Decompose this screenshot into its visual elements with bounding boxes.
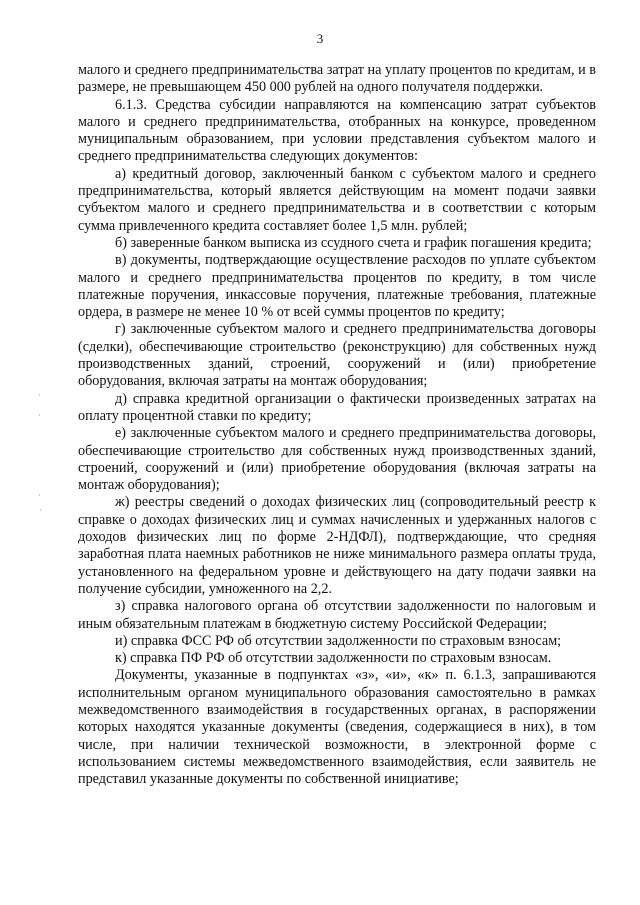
page-number: 3 bbox=[316, 31, 324, 46]
paragraph-continuation: малого и среднего предпринимательства затрат на уплату процентов по кредитам, и в размере, не превышающем 450 000 рублей на одного получателя поддержки. bbox=[78, 62, 596, 96]
paragraph-item-g: г) заключенные субъектом малого и среднего предпринимательства договоры (сделки), обеспечивающие строительство (реконструкцию) для собственных нужд производственных зданий, строений, сооружений и (или) приобретение оборудования, включая затраты на монтаж оборудования; bbox=[78, 321, 596, 390]
scan-speck: · bbox=[38, 490, 41, 500]
paragraph-documents: Документы, указанные в подпунктах «з», «и», «к» п. 6.1.3, запрашиваются исполнительным органом муниципального образования самостоятельно в рамках межведомственного взаимодействия в государственных органах, в распоряжении которых находятся указанные документы (сведения, содержащиеся в них), в том числе, при наличии технической возможности, в электронной форме с использованием системы межведомственного взаимодействия, если заявитель не представил указанные документы по собственной инициативе; bbox=[78, 667, 596, 788]
paragraph-item-z: з) справка налогового органа об отсутствии задолженности по налоговым и иным обязательным платежам в бюджетную систему Российской Федерации; bbox=[78, 598, 596, 632]
paragraph-6-1-3: 6.1.3. Средства субсидии направляются на компенсацию затрат субъектов малого и среднего предпринимательства, отобранных на конкурсе, проведенном муниципальным образованием, при условии представления субъектом малого и среднего предпринимательства следующих документов: bbox=[78, 96, 596, 165]
paragraph-item-i: и) справка ФСС РФ об отсутствии задолженности по страховым взносам; bbox=[115, 632, 562, 649]
scan-speck: · bbox=[38, 390, 41, 400]
paragraph-item-v: в) документы, подтверждающие осуществление расходов по уплате субъектом малого и среднего предпринимательства процентов по кредиту, в том числе платежные поручения, инкассовые поручения, платежные требования, платежные ордера, в размере не менее 10 % от всей суммы процентов по кредиту; bbox=[78, 252, 596, 321]
paragraph-item-a: а) кредитный договор, заключенный банком с субъектом малого и среднего предпринимательства, который является действующим на момент подачи заявки субъектом малого и среднего предпринимательства и в соответствии с которым сумма привлеченного кредита составляет более 1,5 млн. рублей; bbox=[78, 165, 596, 234]
paragraph-item-k: к) справка ПФ РФ об отсутствии задолженности по страховым взносам. bbox=[115, 650, 552, 667]
scan-speck: · bbox=[39, 505, 42, 515]
document-body bbox=[78, 62, 596, 788]
paragraph-item-b: б) заверенные банком выписка из ссудного счета и график погашения кредита; bbox=[115, 234, 592, 251]
scan-speck: · bbox=[38, 410, 41, 420]
paragraph-item-e: е) заключенные субъектом малого и среднего предпринимательства договоры, обеспечивающие строительство для собственных нужд производственных зданий, строений, сооружений и (или) приобретение оборудования (включая затраты на монтаж оборудования); bbox=[78, 425, 596, 494]
paragraph-item-zh: ж) реестры сведений о доходах физических лиц (сопроводительный реестр к справке о доходах физических лиц и суммах начисленных и удержанных налогов с доходов физических лиц по форме 2-НДФЛ), подтверждающие, что средняя заработная плата наемных работников не ниже минимального размера оплаты труда, установленного на федеральном уровне и действующего на дату подачи заявки на получение субсидии, умноженного на 2,2. bbox=[78, 494, 596, 597]
paragraph-item-d: д) справка кредитной организации о фактически произведенных затратах на оплату процентной ставки по кредиту; bbox=[78, 390, 596, 424]
